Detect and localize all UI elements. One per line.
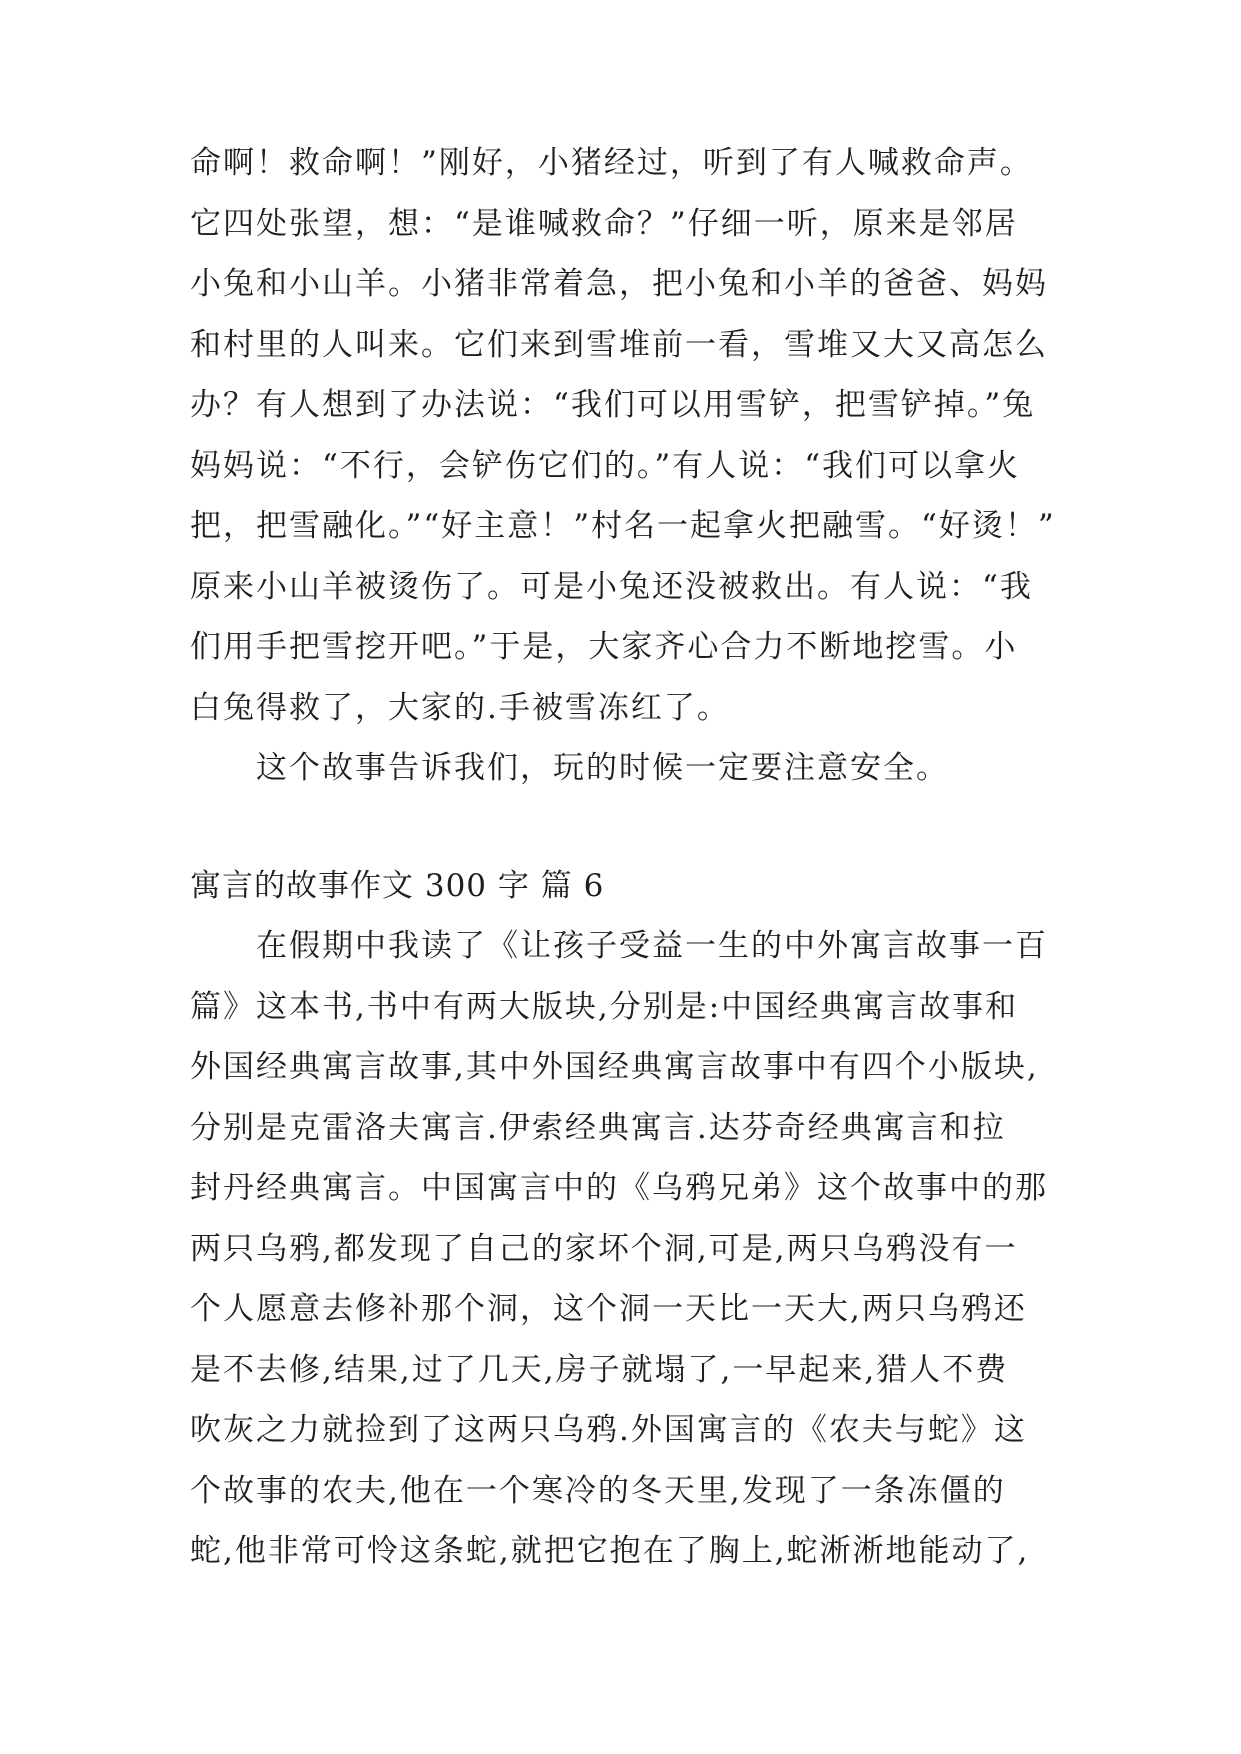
paragraph-line: 封丹经典寓言。中国寓言中的《乌鸦兄弟》这个故事中的那	[190, 1170, 1048, 1206]
story-continuation	[190, 133, 1055, 799]
paragraph-line: 白兔得救了，大家的.手被雪冻红了。	[190, 689, 730, 726]
paragraph-line: 个人愿意去修补那个洞，这个洞一天比一天大,两只乌鸦还	[190, 1291, 1027, 1327]
paragraph-line: 蛇,他非常可怜这条蛇,就把它抱在了胸上,蛇淅淅地能动了,	[190, 1533, 1030, 1569]
paragraph-line: 把，把雪融化。”“好主意！”村名一起拿火把融雪。“好烫！”	[190, 508, 1056, 544]
essay-body	[190, 916, 1055, 1582]
paragraph-line: 外国经典寓言故事,其中外国经典寓言故事中有四个小版块,	[190, 1049, 1039, 1085]
paragraph-line: 个故事的农夫,他在一个寒冷的冬天里,发现了一条冻僵的	[190, 1472, 1006, 1509]
paragraph-line: 办？有人想到了办法说：“我们可以用雪铲，把雪铲掉。”兔	[190, 387, 1036, 423]
paragraph-line: 原来小山羊被烫伤了。可是小兔还没被救出。有人说：“我	[190, 568, 1033, 605]
paragraph-line: 们用手把雪挖开吧。”于是，大家齐心合力不断地挖雪。小	[190, 629, 1018, 665]
paragraph-line: 两只乌鸦,都发现了自己的家坏个洞,可是,两只乌鸦没有一	[190, 1230, 1018, 1267]
paragraph-line: 吹灰之力就捡到了这两只乌鸦.外国寓言的《农夫与蛇》这	[190, 1412, 1027, 1448]
paragraph-line: 小兔和小山羊。小猪非常着急，把小兔和小羊的爸爸、妈妈	[190, 266, 1048, 302]
paragraph-line: 和村里的人叫来。它们来到雪堆前一看，雪堆又大又高怎么	[190, 326, 1048, 363]
paragraph-line: 是不去修,结果,过了几天,房子就塌了,一早起来,猎人不费	[190, 1351, 1009, 1388]
paragraph-line: 篇》这本书,书中有两大版块,分别是:中国经典寓言故事和	[190, 988, 1019, 1025]
section-heading: 寓言的故事作文 300 字 篇 6	[190, 868, 605, 904]
paragraph-line: 妈妈说：“不行，会铲伤它们的。”有人说：“我们可以拿火	[190, 447, 1021, 484]
paragraph-line: 它四处张望，想：“是谁喊救命？”仔细一听，原来是邻居	[190, 205, 1018, 242]
paragraph-line: 在假期中我读了《让孩子受益一生的中外寓言故事一百	[256, 928, 1048, 964]
moral-line: 这个故事告诉我们，玩的时候一定要注意安全。	[256, 750, 949, 786]
paragraph-line: 命啊！救命啊！”刚好，小猪经过，听到了有人喊救命声。	[190, 145, 1033, 181]
paragraph-line: 分别是克雷洛夫寓言.伊索经典寓言.达芬奇经典寓言和拉	[190, 1109, 1006, 1146]
